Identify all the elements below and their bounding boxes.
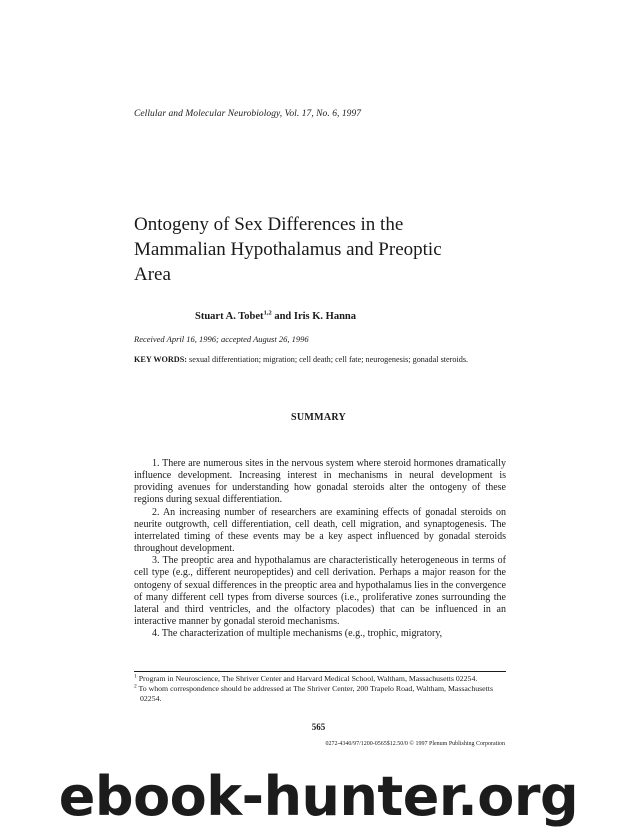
page-number: 565	[311, 722, 326, 732]
author-affiliation-marks: 1,2	[263, 309, 272, 317]
summary-paragraph: 4. The characterization of multiple mechanisms (e.g., trophic, migratory,	[152, 628, 443, 640]
title-line: Ontogeny of Sex Differences in the	[134, 214, 404, 235]
summary-paragraph: 1. There are numerous sites in the nervous system where steroid hormones dramatically influence development. Increasing interest in mechanisms in neural development is providing avenues for understanding how gonadal steroids alter the ontogeny of these regions during sexual differentiation.	[134, 458, 506, 506]
watermark: ebook-hunter.org	[58, 765, 579, 828]
footnote-mark: 1	[134, 673, 137, 680]
footnotes	[134, 674, 506, 703]
title-line: Area	[134, 264, 171, 285]
footnote	[134, 684, 506, 704]
article-title	[134, 212, 554, 287]
footnote-mark: 2	[134, 683, 137, 690]
summary-body	[134, 458, 506, 640]
received-dates: Received April 16, 1996; accepted August 26, 1996	[134, 334, 309, 344]
footnote-divider	[134, 671, 506, 672]
journal-citation: Cellular and Molecular Neurobiology, Vol. 17, No. 6, 1997	[134, 109, 362, 119]
footnote-text: To whom correspondence should be addressed at The Shriver Center, 200 Trapelo Road, Waltham, Massachusetts 02254.	[136, 683, 493, 703]
author-first: Stuart A. Tobet	[195, 311, 264, 322]
title-line: Mammalian Hypothalamus and Preoptic	[134, 239, 442, 260]
keywords-text: sexual differentiation; migration; cell death; cell fate; neurogenesis; gonadal steroids.	[187, 355, 469, 364]
footnote	[134, 674, 506, 684]
author-rest: and Iris K. Hanna	[271, 311, 357, 322]
summary-paragraph: 3. The preoptic area and hypothalamus are characteristically heterogeneous in terms of cell type (e.g., different neuropeptides) and cell derivation. Perhaps a major reason for the ontogeny of sexual differences in the preoptic area and hypothalamus lies in the convergence of many different cell types from diverse sources (i.e., proliferative zones surrounding the lateral and third ventricles, and the olfactory placodes) that can be influenced in an interactive manner by gonadal steroid mechanisms.	[134, 555, 506, 628]
author-line	[195, 311, 356, 322]
copyright-line: 0272-4340/97/1200-0565$12.50/0 © 1997 Plenum Publishing Corporation	[325, 741, 505, 747]
footnote-text: Program in Neuroscience, The Shriver Center and Harvard Medical School, Waltham, Massachusetts 02254.	[136, 674, 478, 683]
summary-heading: SUMMARY	[290, 412, 347, 423]
summary-paragraph: 2. An increasing number of researchers are examining effects of gonadal steroids on neurite outgrowth, cell differentiation, cell death, cell migration, and synaptogenesis. The interrelated timing of these events may be a key aspect influenced by gonadal steroids throughout development.	[134, 506, 506, 555]
keywords-line	[134, 355, 468, 364]
keywords-label: KEY WORDS:	[134, 355, 187, 364]
